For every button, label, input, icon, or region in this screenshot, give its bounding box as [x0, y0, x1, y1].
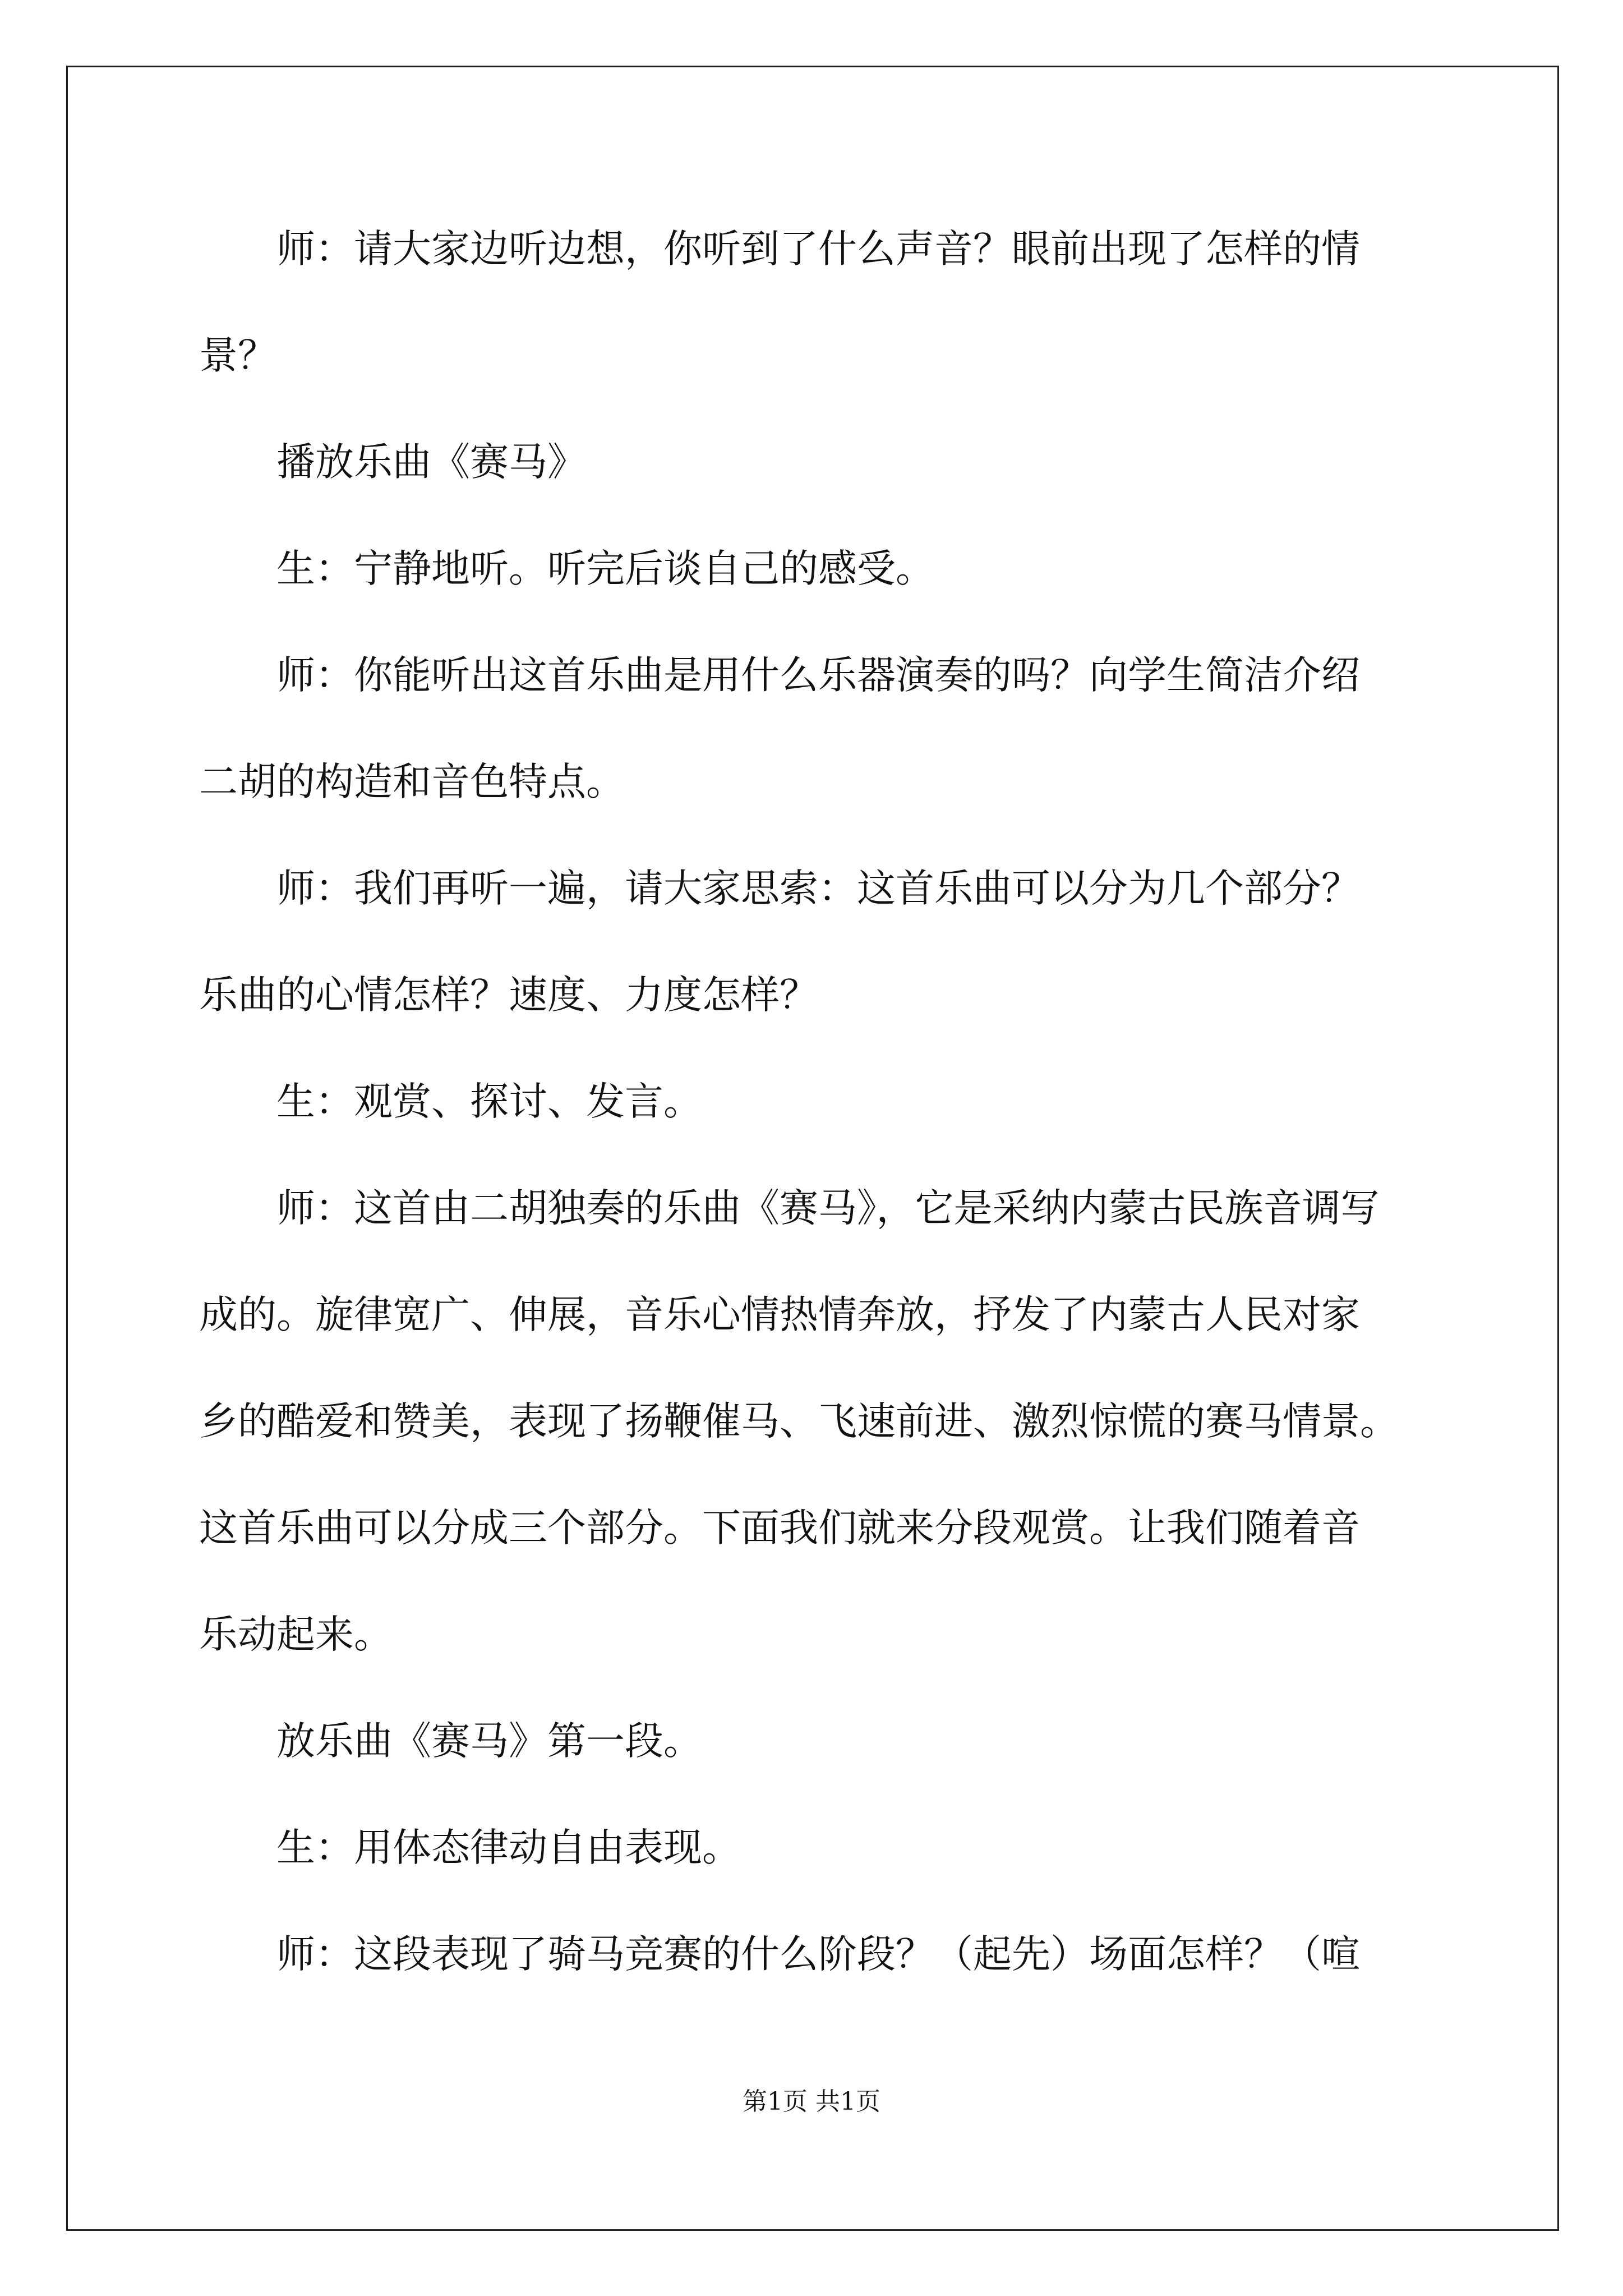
text-line: 这首乐曲可以分成三个部分。下面我们就来分段观赏。让我们随着音: [199, 1506, 1360, 1550]
text-line: 乐动起来。: [199, 1612, 393, 1657]
page-number: 第1页 共1页: [743, 2087, 880, 2116]
text-line: 生：宁静地听。听完后谈自己的感受。: [276, 546, 934, 591]
text-line: 师：你能听出这首乐曲是用什么乐器演奏的吗？向学生简洁介绍: [276, 653, 1360, 698]
text-line: 放乐曲《赛马》第一段。: [276, 1719, 702, 1764]
text-line: 师：这段表现了骑马竞赛的什么阶段？（起先）场面怎样？（喧: [276, 1932, 1360, 1977]
text-line: 二胡的构造和音色特点。: [199, 760, 625, 804]
text-line: 生：观赏、探讨、发言。: [276, 1079, 702, 1124]
text-line: 师：我们再听一遍，请大家思索：这首乐曲可以分为几个部分？: [276, 866, 1360, 911]
text-line: 播放乐曲《赛马》: [276, 440, 586, 485]
text-line: 景？: [199, 333, 276, 378]
text-line: 生：用体态律动自由表现。: [276, 1825, 741, 1870]
page-footer: [0, 2081, 1623, 2117]
text-line: 乡的酷爱和赞美，表现了扬鞭催马、飞速前进、激烈惊慌的赛马情景。: [199, 1399, 1399, 1444]
text-line: 师：这首由二胡独奏的乐曲《赛马》，它是采纳内蒙古民族音调写: [276, 1186, 1380, 1231]
document-body: [199, 196, 1450, 2008]
text-line: 师：请大家边听边想，你听到了什么声音？眼前出现了怎样的情: [276, 227, 1360, 272]
text-line: 成的。旋律宽广、伸展，音乐心情热情奔放，抒发了内蒙古人民对家: [199, 1292, 1360, 1337]
text-line: 乐曲的心情怎样？速度、力度怎样？: [199, 973, 818, 1018]
